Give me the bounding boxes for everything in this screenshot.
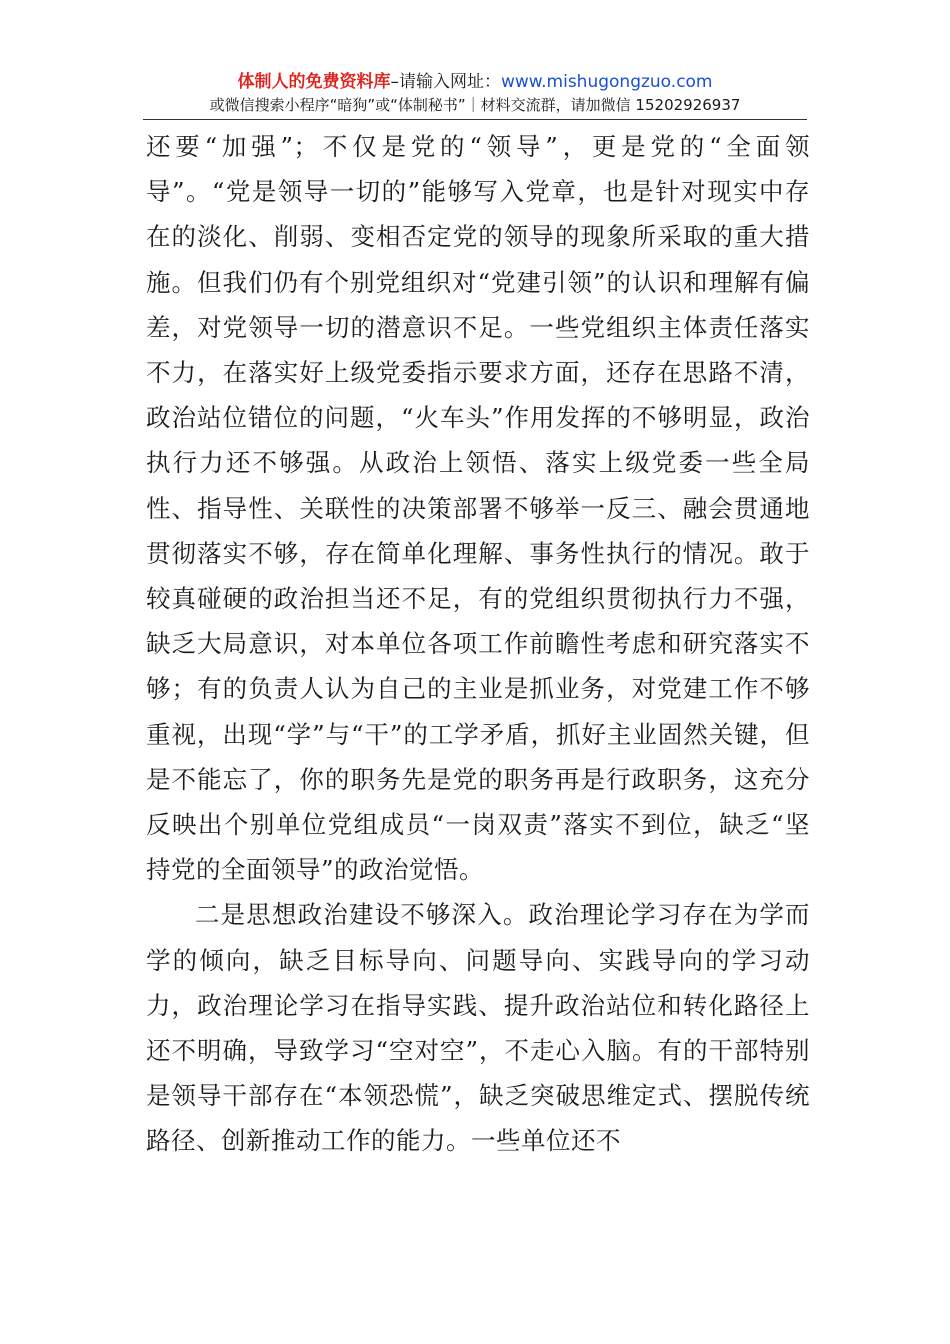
header-divider [143, 119, 807, 120]
paragraph-2: 二是思想政治建设不够深入。政治理论学习存在为学而学的倾向，缺乏目标导向、问题导向、实践导向的学习动力，政治理论学习在指导实践、提升政治站位和转化路径上还不明确，导致学习“空对空”，不走心入脑。有的干部特别是领导干部存在“本领恐慌”，缺乏突破思维定式、摆脱传统路径、创新推动工作的能力。一些单位还不 [146, 900, 810, 1156]
page-header [0, 70, 950, 116]
document-body [146, 124, 810, 1164]
paragraph-1: 还要“加强”；不仅是党的“领导”，更是党的“全面领导”。“党是领导一切的”能够写入党章，也是针对现实中存在的淡化、削弱、变相否定党的领导的现象所采取的重大措施。但我们仍有个别党组织对“党建引领”的认识和理解有偏差，对党领导一切的潜意识不足。一些党组织主体责任落实不力，在落实好上级党委指示要求方面，还存在思路不清，政治站位错位的问题，“火车头”作用发挥的不够明显，政治执行力还不够强。从政治上领悟、落实上级党委一些全局性、指导性、关联性的决策部署不够举一反三、融会贯通地贯彻落实不够，存在简单化理解、事务性执行的情况。敢于较真碰硬的政治担当还不足，有的党组织贯彻执行力不强，缺乏大局意识，对本单位各项工作前瞻性考虑和研究落实不够；有的负责人认为自己的主业是抓业务，对党建工作不够重视，出现“学”与“干”的工学矛盾，抓好主业固然关键，但是不能忘了，你的职务先是党的职务再是行政职务，这充分反映出个别单位党组成员“一岗双责”落实不到位，缺乏“坚持党的全面领导”的政治觉悟。 [146, 132, 810, 885]
header-prompt: –请输入网址： [390, 72, 501, 92]
header-line-2: 或微信搜索小程序“暗狗”或“体制秘书”｜材料交流群，请加微信 15202926937 [209, 96, 741, 114]
header-url-link[interactable]: www.mishugongzuo.com [500, 72, 713, 92]
header-line-1 [0, 70, 950, 94]
header-brand: 体制人的免费资料库 [237, 72, 391, 92]
